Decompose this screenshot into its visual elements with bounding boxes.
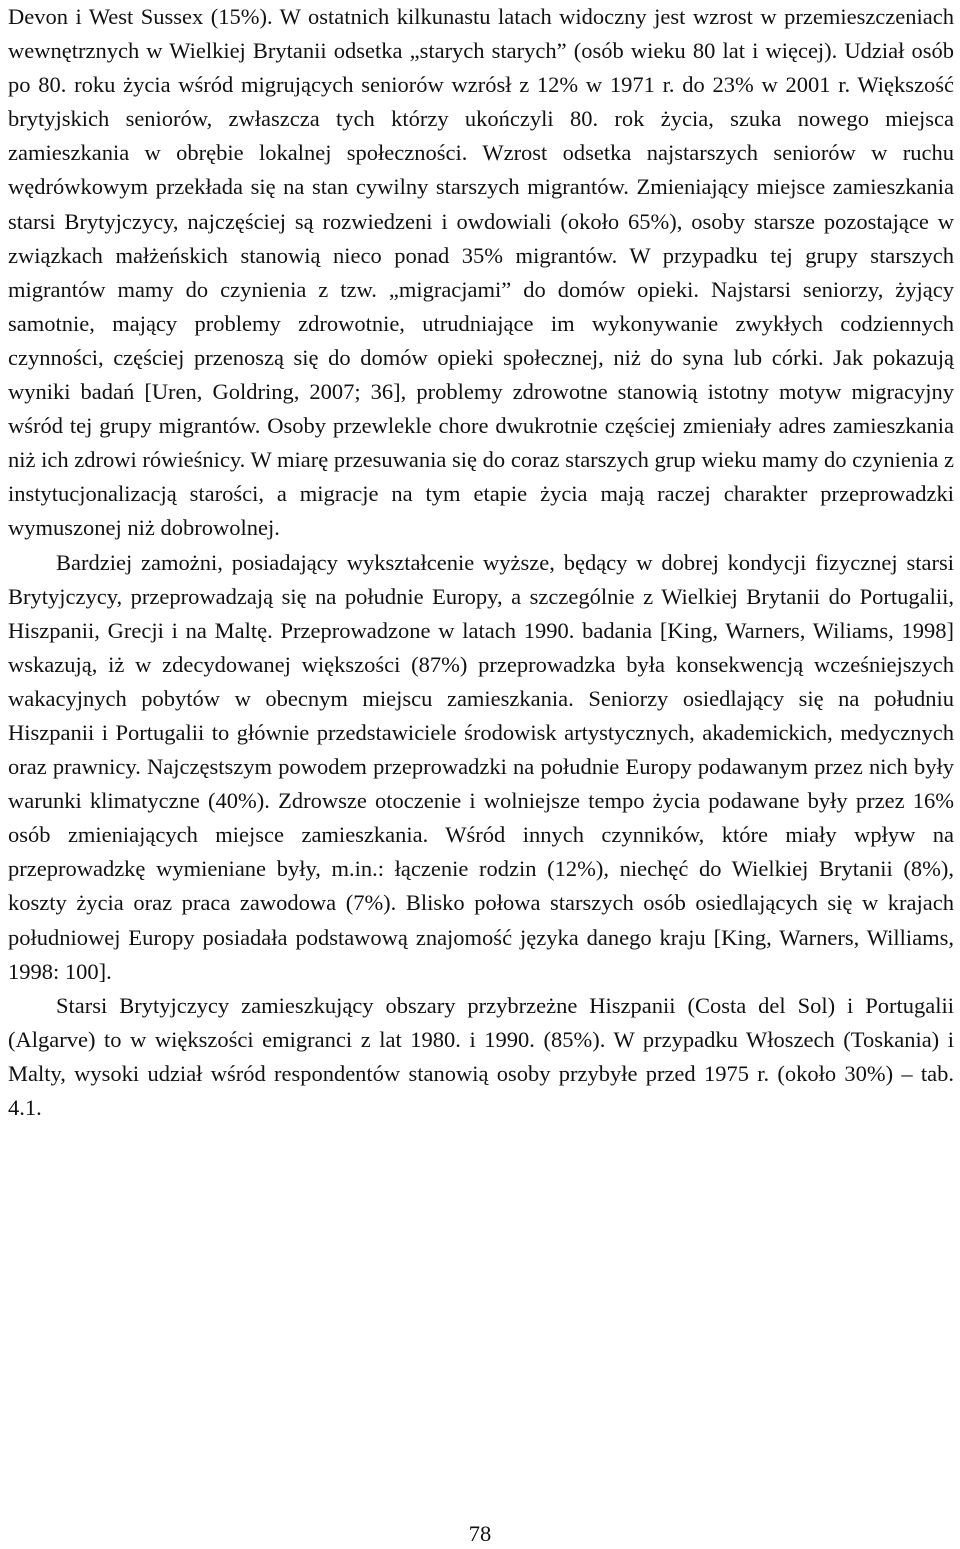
page-number: 78 (468, 1521, 492, 1546)
paragraph-3: Starsi Brytyjczycy zamieszkujący obszary przybrzeżne Hiszpanii (Costa del Sol) i Portugalii (Algarve) to w większości emigranci z lat 1980. i 1990. (85%). W przypadku Włoszech (Toskania) i Malty, wysoki udział wśród respondentów stanowią osoby przybyłe przed 1975 r. (około 30%) – tab. 4.1. (8, 992, 954, 1120)
paragraph-1: Devon i West Sussex (15%). W ostatnich kilkunastu latach widoczny jest wzrost w przemieszczeniach wewnętrznych w Wielkiej Brytanii odsetka „starych starych” (osób wieku 80 lat i więcej). Udział osób po 80. roku życia wśród migrujących seniorów wzrósł z 12% w 1971 r. do 23% w 2001 r. Większość brytyjskich seniorów, zwłaszcza tych którzy ukończyli 80. rok życia, szuka nowego miejsca zamieszkania w obrębie lokalnej społeczności. Wzrost odsetka najstarszych seniorów w ruchu wędrówkowym przekłada się na stan cywilny starszych migrantów. Zmieniający miejsce zamieszkania starsi Brytyjczycy, najczęściej są rozwiedzeni i owdowiali (około 65%), osoby starsze pozostające w związkach małżeńskich stanowią nieco ponad 35% migrantów. W przypadku tej grupy starszych migrantów mamy do czynienia z tzw. „migracjami” do domów opieki. Najstarsi seniorzy, żyjący samotnie, mający problemy zdrowotnie, utrudniające im wykonywanie zwykłych codziennych czynności, częściej przenoszą się do domów opieki społecznej, niż do syna lub córki. Jak pokazują wyniki badań [Uren, Goldring, 2007; 36], problemy zdrowotne stanowią istotny motyw migracyjny wśród tej grupy migrantów. Osoby przewlekle chore dwukrotnie częściej zmieniały adres zamieszkania niż ich zdrowi rówieśnicy. W miarę przesuwania się do coraz starszych grup wieku mamy do czynienia z instytucjonalizacją starości, a migracje na tym etapie życia mają raczej charakter przeprowadzki wymuszonej niż dobrowolnej. (8, 4, 954, 541)
paragraph-2: Bardziej zamożni, posiadający wykształcenie wyższe, będący w dobrej kondycji fizycznej starsi Brytyjczycy, przeprowadzają się na południe Europy, a szczególnie z Wielkiej Brytanii do Portugalii, Hiszpanii, Grecji i na Maltę. Przeprowadzone w latach 1990. badania [King, Warners, Wiliams, 1998] wskazują, iż w zdecydowanej większości (87%) przeprowadzka była konsekwencją wcześniejszych wakacyjnych pobytów w obecnym miejscu zamieszkania. Seniorzy osiedlający się na południu Hiszpanii i Portugalii to głównie przedstawiciele środowisk artystycznych, akademickich, medycznych oraz prawnicy. Najczęstszym powodem przeprowadzki na południe Europy podawanym przez nich były warunki klimatyczne (40%). Zdrowsze otoczenie i wolniejsze tempo życia podawane były przez 16% osób zmieniających miejsce zamieszkania. Wśród innych czynników, które miały wpływ na przeprowadzkę wymieniane były, m.in.: łączenie rodzin (12%), niechęć do Wielkiej Brytanii (8%), koszty życia oraz praca zawodowa (7%). Blisko połowa starszych osób osiedlających się w krajach południowej Europy posiadała podstawową znajomość języka danego kraju [King, Warners, Williams, 1998: 100]. (8, 549, 954, 984)
document-body (8, 0, 954, 1125)
